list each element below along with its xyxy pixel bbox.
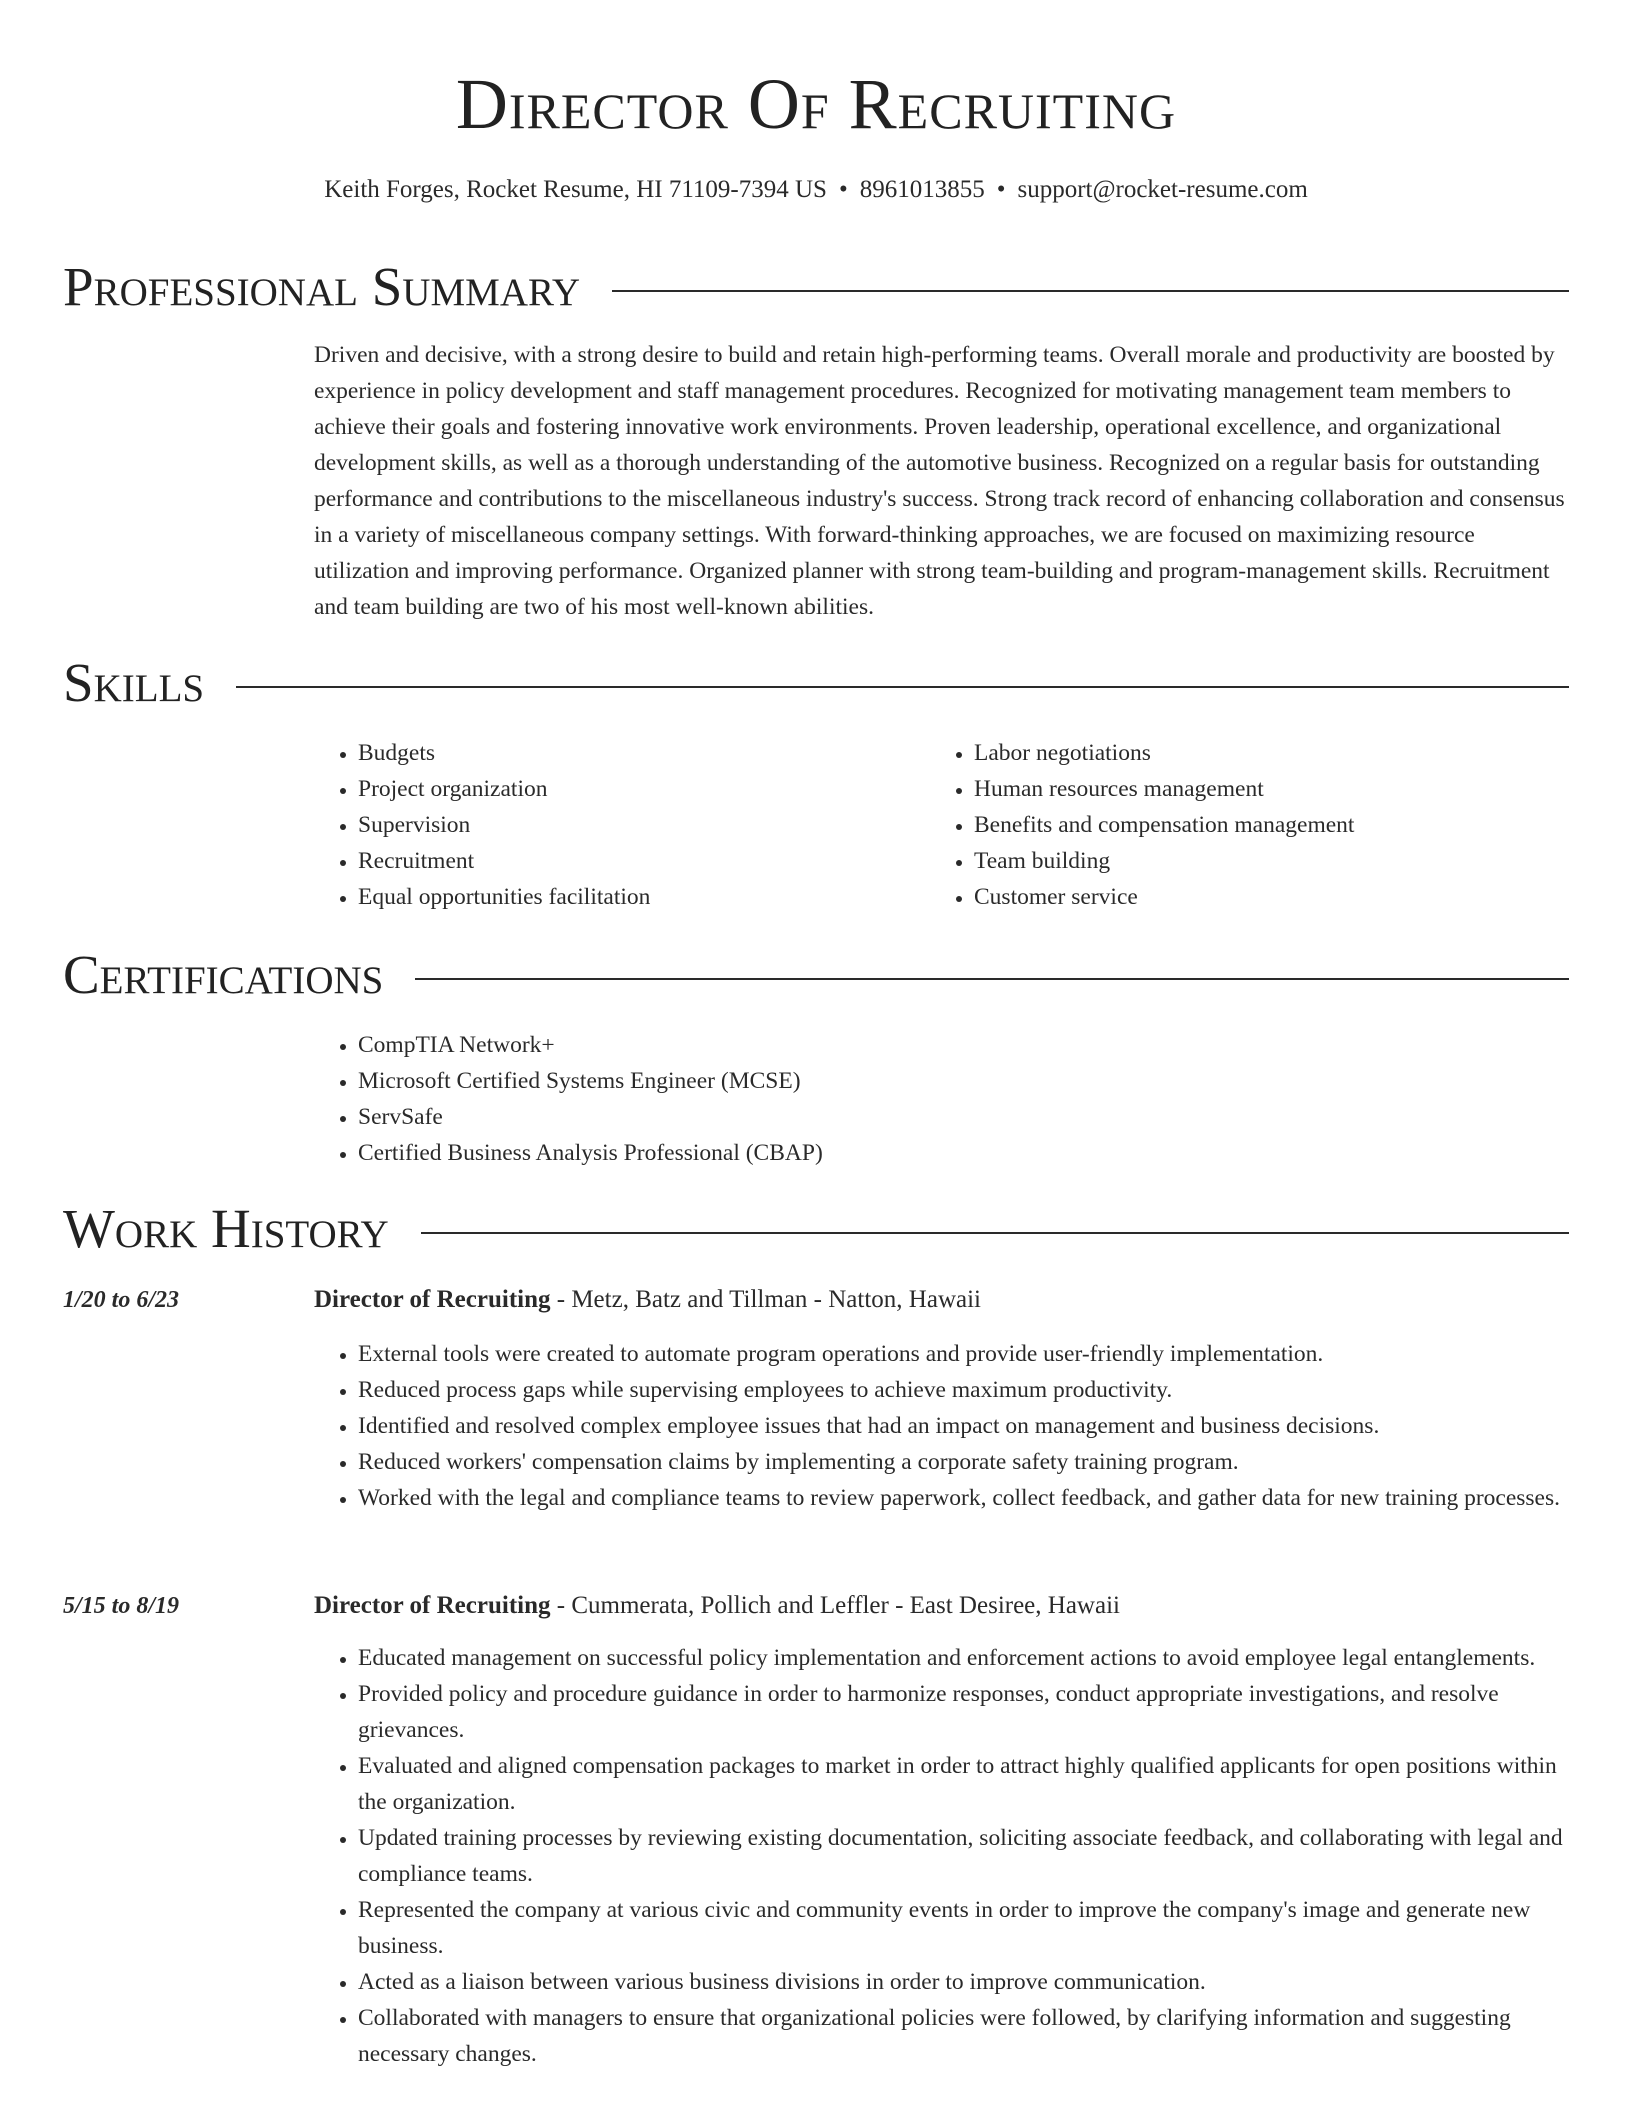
job-bullet: • Reduced workers' compensation claims by implementing a corporate safety training program. bbox=[358, 1444, 1570, 1480]
skill-item: • Supervision bbox=[358, 807, 914, 843]
skill-item: • Labor negotiations bbox=[974, 735, 1530, 771]
job-bullet: • Educated management on successful policy implementation and enforcement actions to avoid employee legal entanglements. bbox=[358, 1640, 1570, 1676]
job-bullets bbox=[314, 1640, 1570, 2072]
job-title-line bbox=[314, 1282, 1570, 1318]
skill-item: • Team building bbox=[974, 843, 1530, 879]
resume-title: Director Of Recruiting bbox=[455, 64, 1177, 144]
section-header-work-history bbox=[63, 1194, 1569, 1264]
job-role: Director of Recruiting bbox=[314, 1286, 551, 1313]
section-title-work-history: Work History bbox=[63, 1198, 389, 1259]
skill-item: • Project organization bbox=[358, 771, 914, 807]
job-bullet: • Acted as a liaison between various business divisions in order to improve communication. bbox=[358, 1964, 1570, 2000]
section-header-certifications bbox=[63, 940, 1569, 1010]
section-header-skills bbox=[63, 648, 1569, 718]
certifications-list bbox=[314, 1027, 1570, 1171]
contact-address: Keith Forges, Rocket Resume, HI 71109-7394 US bbox=[324, 176, 827, 203]
job-bullet: • Evaluated and aligned compensation packages to market in order to attract highly qualified applicants for open positions within the organization. bbox=[358, 1748, 1570, 1820]
summary-paragraph: Driven and decisive, with a strong desire to build and retain high-performing teams. Overall morale and productivity are boosted by experience in policy development and staff management procedures. Recognized for motivating management team members to achieve their goals and fostering innovative work environments. Proven leadership, operational excellence, and organizational development skills, as well as a thorough understanding of the automotive business. Recognized on a regular basis for outstanding performance and contributions to the miscellaneous industry's success. Strong track record of enhancing collaboration and consensus in a variety of miscellaneous company settings. With forward-thinking approaches, we are focused on maximizing resource utilization and improving performance. Organized planner with strong team-building and program-management skills. Recruitment and team building are two of his most well-known abilities. bbox=[314, 342, 1565, 620]
skill-item: • Human resources management bbox=[974, 771, 1530, 807]
job-bullet: • Identified and resolved complex employee issues that had an impact on management and business decisions. bbox=[358, 1408, 1570, 1444]
job-bullet: • External tools were created to automate program operations and provide user-friendly implementation. bbox=[358, 1336, 1570, 1372]
skills-list-left bbox=[314, 735, 914, 915]
job-employer: - Cummerata, Pollich and Leffler - East Desiree, Hawaii bbox=[550, 1592, 1120, 1619]
certification-item: • Certified Business Analysis Professional (CBAP) bbox=[358, 1135, 1570, 1171]
contact-separator: • bbox=[838, 176, 848, 203]
skill-item: • Benefits and compensation management bbox=[974, 807, 1530, 843]
job-bullet: • Provided policy and procedure guidance in order to harmonize responses, conduct appropriate investigations, and resolve grievances. bbox=[358, 1676, 1570, 1748]
contact-line bbox=[0, 172, 1632, 208]
contact-separator: • bbox=[996, 176, 1006, 203]
section-divider bbox=[612, 290, 1569, 292]
skill-item: • Recruitment bbox=[358, 843, 914, 879]
job-bullet: • Collaborated with managers to ensure that organizational policies were followed, by clarifying information and suggesting necessary changes. bbox=[358, 2000, 1570, 2072]
job-bullet: • Reduced process gaps while supervising employees to achieve maximum productivity. bbox=[358, 1372, 1570, 1408]
job-bullet: • Represented the company at various civic and community events in order to improve the company's image and generate new business. bbox=[358, 1892, 1570, 1964]
certification-item: • CompTIA Network+ bbox=[358, 1027, 1570, 1063]
job-bullet: • Worked with the legal and compliance teams to review paperwork, collect feedback, and gather data for new training processes. bbox=[358, 1480, 1570, 1516]
job-bullet: • Updated training processes by reviewing existing documentation, soliciting associate feedback, and collaborating with legal and compliance teams. bbox=[358, 1820, 1570, 1892]
section-title-skills: Skills bbox=[63, 652, 205, 713]
skill-item: • Equal opportunities facilitation bbox=[358, 879, 914, 915]
skill-item: • Budgets bbox=[358, 735, 914, 771]
section-divider bbox=[421, 1232, 1569, 1234]
contact-phone: 8961013855 bbox=[859, 176, 985, 203]
job-dates: 5/15 to 8/19 bbox=[63, 1593, 180, 1619]
section-title-certifications: Certifications bbox=[63, 944, 384, 1005]
section-title-summary: Professional Summary bbox=[63, 256, 581, 317]
section-divider bbox=[415, 978, 1569, 980]
skills-list-right bbox=[930, 735, 1530, 915]
certification-item: • Microsoft Certified Systems Engineer (MCSE) bbox=[358, 1063, 1570, 1099]
section-header-summary bbox=[63, 252, 1569, 322]
job-role: Director of Recruiting bbox=[314, 1592, 551, 1619]
job-bullets bbox=[314, 1336, 1570, 1516]
skill-item: • Customer service bbox=[974, 879, 1530, 915]
job-title-line bbox=[314, 1588, 1570, 1624]
job-dates: 1/20 to 6/23 bbox=[63, 1287, 180, 1313]
contact-email: support@rocket-resume.com bbox=[1017, 176, 1308, 203]
section-divider bbox=[236, 686, 1569, 688]
job-employer: - Metz, Batz and Tillman - Natton, Hawaii bbox=[550, 1286, 981, 1313]
certification-item: • ServSafe bbox=[358, 1099, 1570, 1135]
